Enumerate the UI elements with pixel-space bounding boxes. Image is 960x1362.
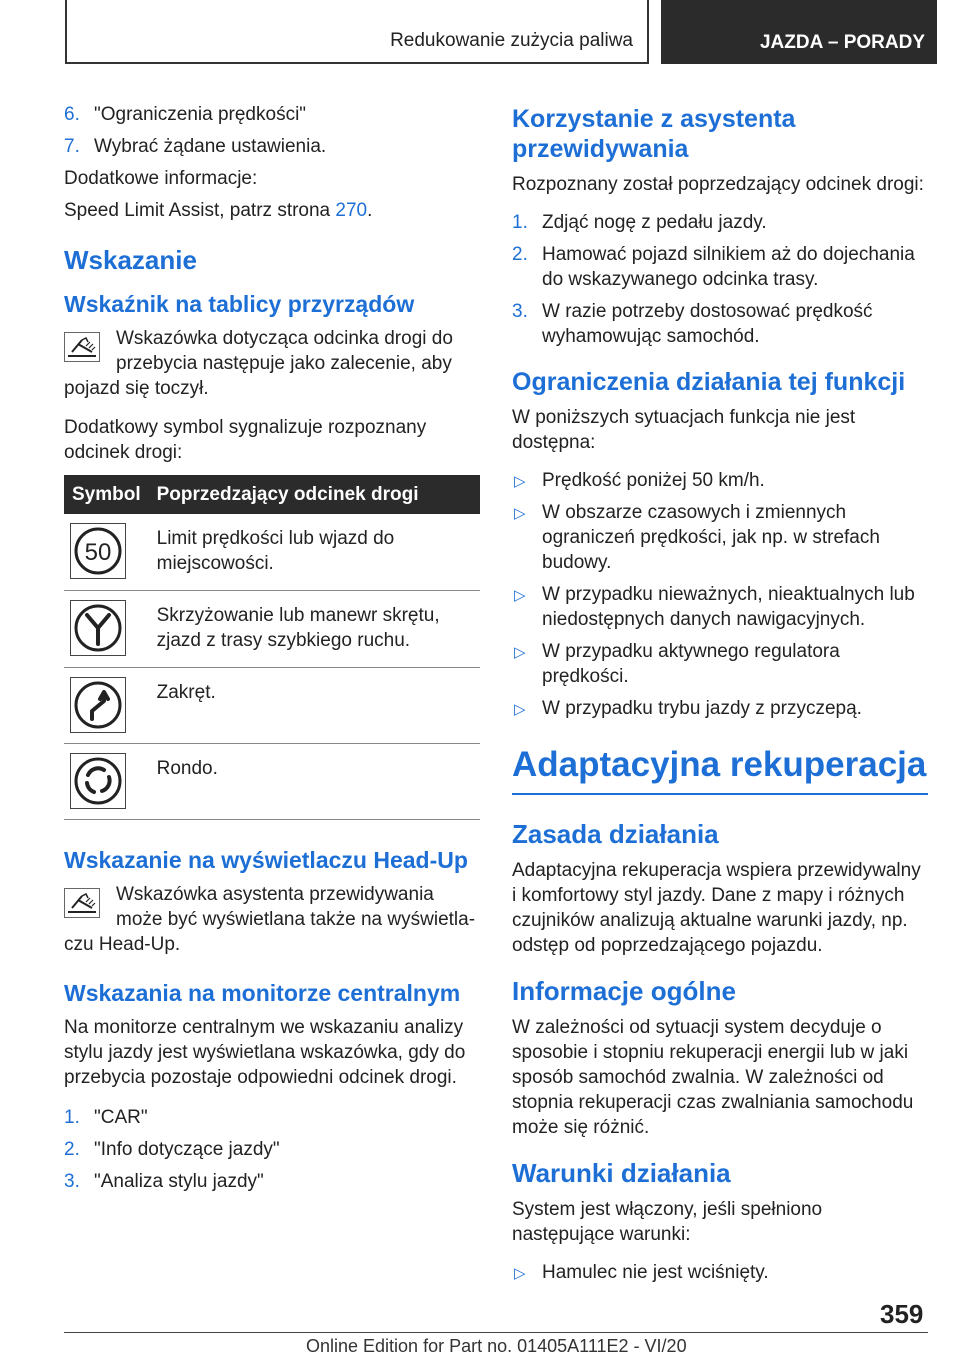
step-text: Hamować pojazd silnikiem aż do dojechania do wskazywanego odcinka trasy. bbox=[542, 244, 915, 290]
note-text: Wskazówka asystenta przewidywania może być wyświetlana także na wyświetla- bbox=[116, 884, 476, 930]
step-number: 2. bbox=[512, 244, 528, 265]
desc-cell: Skrzyżowanie lub manewr skrętu, zjazd z trasy szybkiego ruchu. bbox=[149, 591, 480, 668]
page-link[interactable]: 270 bbox=[335, 200, 368, 221]
step-text: Wybrać żądane ustawienia. bbox=[94, 136, 327, 157]
symbol-cell bbox=[64, 514, 149, 591]
table-row bbox=[64, 744, 480, 820]
list-item bbox=[512, 500, 928, 575]
header-chapter-tab bbox=[661, 0, 937, 64]
heading-adaptacyjna: Adaptacyjna rekuperacja bbox=[512, 745, 928, 795]
step-text: "Analiza stylu jazdy" bbox=[94, 1171, 264, 1192]
list-item bbox=[64, 1169, 480, 1194]
triangle-bullet-icon: ▷ bbox=[514, 473, 526, 490]
heading-informacje: Informacje ogólne bbox=[512, 976, 736, 1006]
step-text: Zdjąć nogę z pedału jazdy. bbox=[542, 212, 767, 233]
step-text: "Info dotyczące jazdy" bbox=[94, 1139, 280, 1160]
step-text: "Ograniczenia prędkości" bbox=[94, 104, 307, 125]
symbol-cell bbox=[64, 668, 149, 744]
footer-edition: Online Edition for Part no. 01405A111E2 - VI/20 bbox=[306, 1336, 687, 1356]
symbol-intro: Dodatkowy symbol sygnalizuje rozpoznany odcinek drogi: bbox=[64, 417, 427, 463]
page-number: 359 bbox=[880, 1299, 924, 1329]
speed-limit-label: 50 bbox=[84, 539, 112, 566]
speed-limit-suffix: . bbox=[367, 200, 373, 221]
heading-warunki: Warunki działania bbox=[512, 1158, 731, 1188]
note-text-cont: czu Head-Up. bbox=[64, 934, 181, 955]
symbol-table bbox=[64, 475, 480, 820]
note-icon bbox=[64, 332, 100, 362]
limit-text: Prędkość poniżej 50 km/h. bbox=[542, 470, 765, 491]
heading-korzystanie: Korzystanie z asystenta przewidywania bbox=[512, 105, 796, 163]
list-item bbox=[512, 299, 928, 349]
note-icon bbox=[64, 888, 100, 918]
speed-limit-prefix: Speed Limit Assist, patrz strona bbox=[64, 200, 336, 221]
list-item bbox=[64, 134, 480, 159]
note-text: Wskazówka dotycząca odcinka drogi do przebycia następuje jako zalecenie, aby bbox=[116, 328, 453, 374]
step-number: 2. bbox=[64, 1139, 80, 1160]
list-item bbox=[512, 639, 928, 689]
warunek-text: Hamulec nie jest wciśnięty. bbox=[542, 1262, 769, 1283]
list-item bbox=[512, 210, 928, 235]
extra-info-label: Dodatkowe informacje: bbox=[64, 168, 258, 189]
heading-monitor: Wskazania na monitorze centralnym bbox=[64, 980, 461, 1006]
list-item bbox=[512, 242, 928, 292]
list-item bbox=[64, 1105, 480, 1130]
left-column bbox=[64, 102, 480, 1201]
step-number: 1. bbox=[512, 212, 528, 233]
note-block bbox=[64, 326, 480, 401]
symbol-cell bbox=[64, 744, 149, 820]
step-number: 3. bbox=[512, 301, 528, 322]
column-header-symbol: Symbol bbox=[64, 475, 149, 514]
footer-divider bbox=[64, 1332, 928, 1333]
desc-cell: Limit prędkości lub wjazd do miejscowości. bbox=[149, 514, 480, 591]
step-number: 1. bbox=[64, 1107, 80, 1128]
right-column bbox=[512, 102, 928, 1292]
list-item bbox=[512, 582, 928, 632]
limit-text: W przypadku nieważnych, nieaktualnych lub niedostępnych danych nawigacyjnych. bbox=[542, 584, 915, 630]
triangle-bullet-icon: ▷ bbox=[514, 644, 526, 661]
desc-cell: Zakręt. bbox=[149, 668, 480, 744]
note-block bbox=[64, 882, 480, 957]
heading-ograniczenia: Ograniczenia działania tej funkcji bbox=[512, 368, 906, 396]
triangle-bullet-icon: ▷ bbox=[514, 587, 526, 604]
monitor-text: Na monitorze centralnym we wskazaniu analizy stylu jazdy jest wyświetlana wskazówka, gdy do przebycia pozostaje odpowiedni odcinek drogi. bbox=[64, 1017, 466, 1088]
zasada-text: Adaptacyjna rekuperacja wspiera przewidywalny i komfortowy styl jazdy. Dane z mapy i różnych czujników analizują aktualne warunki jazdy, np. odstęp od poprzedzającego pojazdu. bbox=[512, 860, 921, 956]
list-item bbox=[512, 696, 928, 721]
curve-icon bbox=[70, 677, 126, 733]
ograniczenia-intro: W poniższych sytuacjach funkcja nie jest dostępna: bbox=[512, 407, 856, 453]
desc-cell: Rondo. bbox=[149, 744, 480, 820]
step-text: "CAR" bbox=[94, 1107, 148, 1128]
header-chapter-title: JAZDA – PORADY bbox=[759, 32, 925, 53]
list-item bbox=[64, 102, 480, 127]
limit-text: W obszarze czasowych i zmiennych ograniczeń prędkości, jak np. w strefach budowy. bbox=[542, 502, 880, 573]
list-item bbox=[64, 1137, 480, 1162]
triangle-bullet-icon: ▷ bbox=[514, 505, 526, 522]
speed-limit-50-icon bbox=[70, 523, 126, 579]
symbol-cell bbox=[64, 591, 149, 668]
informacje-text: W zależności od sytuacji system decyduje o sposobie i stopniu rekuperacji energii lub w jaki sposób samochód zwalnia. W zależności od stopnia rekuperacji czas zwalniania samochodu może się różnić. bbox=[512, 1017, 914, 1138]
list-item bbox=[512, 1260, 928, 1285]
step-number: 7. bbox=[64, 136, 80, 157]
step-text: W razie potrzeby dostosować prędkość wyhamowując samochód. bbox=[542, 301, 873, 347]
korzystanie-intro: Rozpoznany został poprzedzający odcinek drogi: bbox=[512, 174, 924, 195]
list-item bbox=[512, 468, 928, 493]
heading-zasada: Zasada działania bbox=[512, 819, 719, 849]
heading-hud: Wskazanie na wyświetlaczu Head-Up bbox=[64, 847, 468, 873]
column-header-desc: Poprzedzający odcinek drogi bbox=[149, 475, 480, 514]
limit-text: W przypadku trybu jazdy z przyczepą. bbox=[542, 698, 862, 719]
warunki-text: System jest włączony, jeśli spełniono następujące warunki: bbox=[512, 1199, 823, 1245]
header-section-box bbox=[65, 0, 649, 64]
note-text-cont: pojazd się toczył. bbox=[64, 378, 209, 399]
step-number: 6. bbox=[64, 104, 80, 125]
header-section-title: Redukowanie zużycia paliwa bbox=[390, 30, 633, 51]
table-row bbox=[64, 514, 480, 591]
table-row bbox=[64, 591, 480, 668]
table-header-row bbox=[64, 475, 480, 514]
triangle-bullet-icon: ▷ bbox=[514, 1265, 526, 1282]
roundabout-icon bbox=[70, 753, 126, 809]
triangle-bullet-icon: ▷ bbox=[514, 701, 526, 718]
heading-tablica: Wskaźnik na tablicy przyrządów bbox=[64, 291, 415, 317]
table-row bbox=[64, 668, 480, 744]
speed-limit-ref bbox=[64, 198, 480, 223]
junction-icon bbox=[70, 600, 126, 656]
heading-wskazanie: Wskazanie bbox=[64, 245, 197, 275]
limit-text: W przypadku aktywnego regulatora prędkości. bbox=[542, 641, 840, 687]
step-number: 3. bbox=[64, 1171, 80, 1192]
